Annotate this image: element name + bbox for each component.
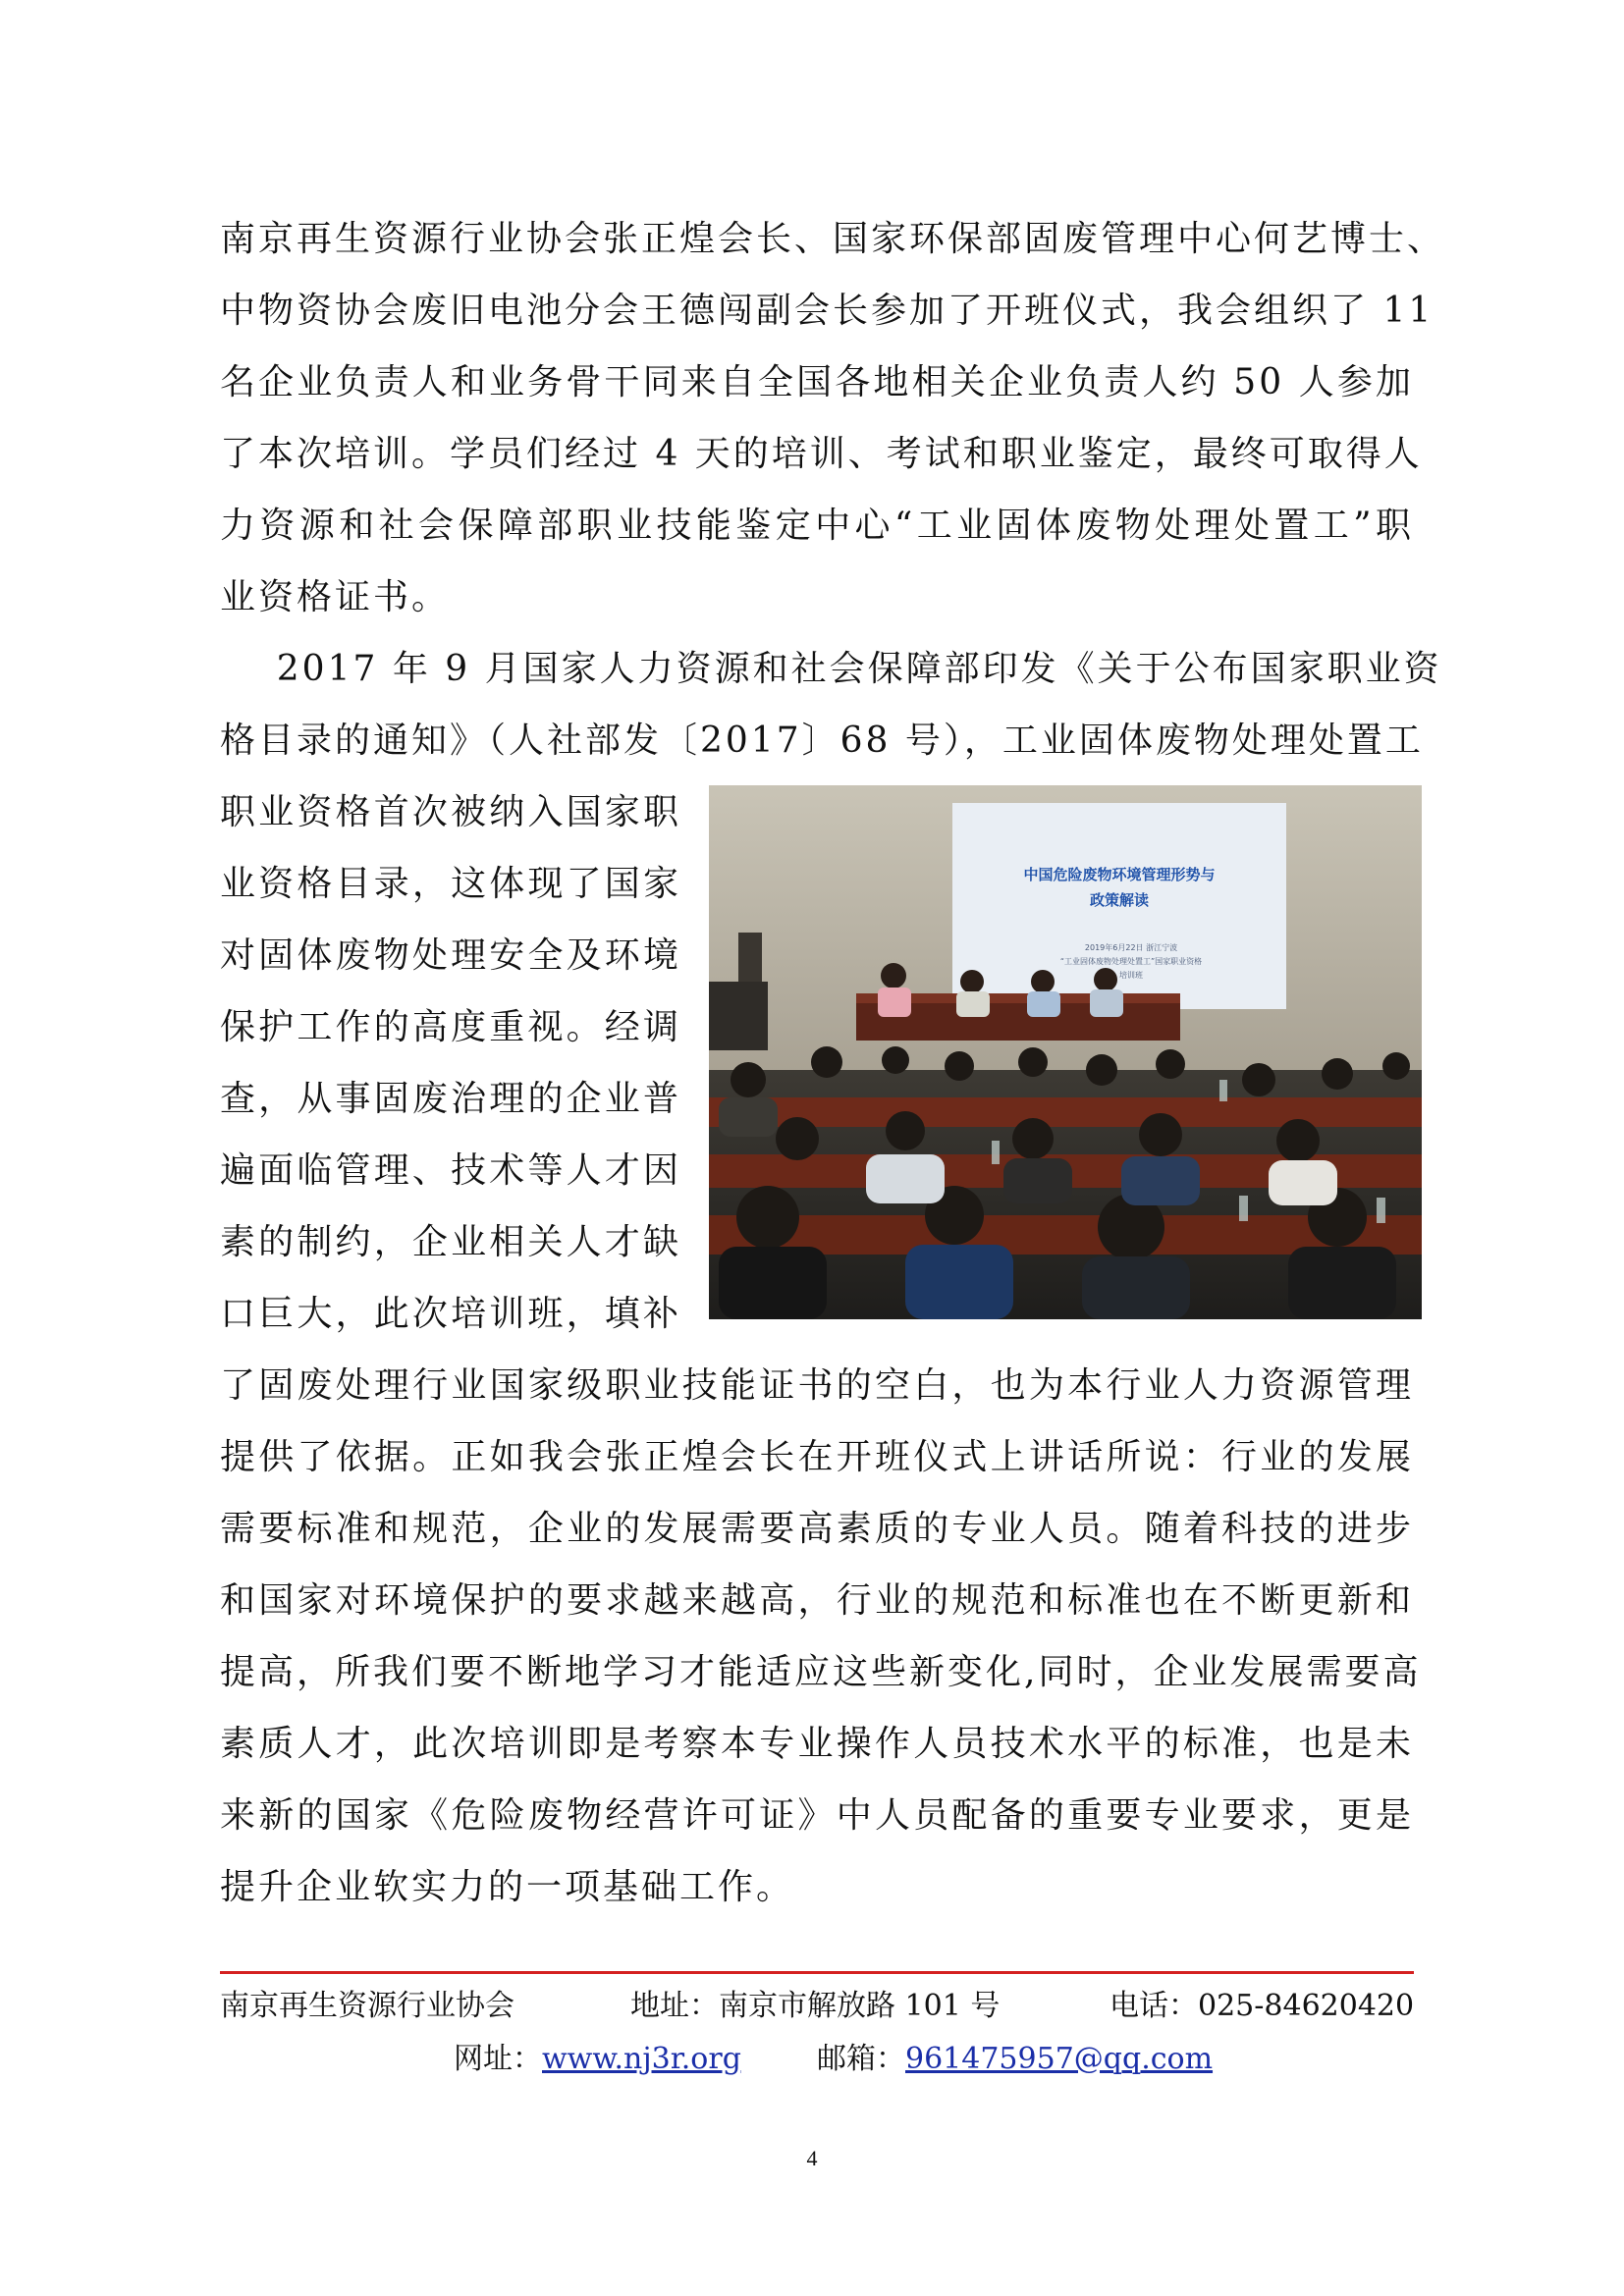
wrap-line-1: 职业资格首次被纳入国家职 — [220, 792, 681, 832]
screen-line-1: 2019年6月22日 浙江宁波 — [1084, 943, 1178, 952]
tail-line-8: 提升企业软实力的一项基础工作。 — [220, 1867, 795, 1907]
email-link[interactable]: 961475957@qq.com — [905, 2042, 1214, 2076]
screen-title-1: 中国危险废物环境管理形势与 — [1023, 866, 1216, 883]
footer-divider — [220, 1971, 1414, 1974]
footer-website-label: 网址： — [454, 2042, 542, 2076]
training-session-photo — [709, 785, 1422, 1319]
screen-line-2: “工业固体废物处理处置工”国家职业资格 — [1059, 957, 1203, 966]
screen-title-2: 政策解读 — [1089, 891, 1150, 909]
wrap-line-5: 查，从事固废治理的企业普 — [220, 1079, 681, 1119]
footer-address-value: 南京市解放路 101 号 — [719, 1989, 1001, 2023]
page-number: 4 — [806, 2146, 818, 2170]
wrap-line-4: 保护工作的高度重视。经调 — [220, 1007, 681, 1047]
wrap-line-7: 素的制约，企业相关人才缺 — [220, 1222, 681, 1262]
para1-line-1: 南京再生资源行业协会张正煌会长、国家环保部固废管理中心何艺博士、 — [220, 219, 1446, 259]
para1-line-4: 了本次培训。学员们经过 4 天的培训、考试和职业鉴定，最终可取得人 — [220, 434, 1423, 474]
wrap-line-8: 口巨大，此次培训班，填补 — [220, 1294, 681, 1334]
photo-illustration — [709, 785, 1422, 1319]
tail-line-6: 素质人才，此次培训即是考察本专业操作人员技术水平的标准，也是未 — [220, 1724, 1414, 1764]
wrap-line-6: 遍面临管理、技术等人才因 — [220, 1150, 681, 1191]
footer-org: 南京再生资源行业协会 — [220, 1989, 514, 2023]
tail-line-5: 提高，所我们要不断地学习才能适应这些新变化,同时，企业发展需要高 — [220, 1652, 1422, 1692]
footer-address-label: 地址： — [630, 1989, 719, 2023]
footer-email-label: 邮箱： — [817, 2042, 905, 2076]
para1-line-6: 业资格证书。 — [220, 577, 451, 617]
para1-line-2: 中物资协会废旧电池分会王德闯副会长参加了开班仪式，我会组织了 11 — [220, 291, 1435, 331]
tail-line-4: 和国家对环境保护的要求越来越高，行业的规范和标准也在不断更新和 — [220, 1580, 1414, 1621]
tail-line-2: 提供了依据。正如我会张正煌会长在开班仪式上讲话所说：行业的发展 — [220, 1437, 1414, 1477]
tail-line-7: 来新的国家《危险废物经营许可证》中人员配备的重要专业要求，更是 — [220, 1795, 1414, 1836]
footer-phone-label: 电话： — [1110, 1989, 1198, 2023]
footer-phone — [1110, 1987, 1414, 2026]
footer-email — [817, 2040, 1213, 2079]
tail-line-1: 了固废处理行业国家级职业技能证书的空白，也为本行业人力资源管理 — [220, 1365, 1414, 1406]
para2-line-1: 2017 年 9 月国家人力资源和社会保障部印发《关于公布国家职业资 — [220, 649, 1442, 689]
wrap-line-2: 业资格目录，这体现了国家 — [220, 864, 681, 904]
footer-address — [630, 1987, 1000, 2026]
para1-line-3: 名企业负责人和业务骨干同来自全国各地相关企业负责人约 50 人参加 — [220, 362, 1414, 402]
screen-line-3: 培训班 — [1119, 971, 1143, 980]
tail-line-3: 需要标准和规范，企业的发展需要高素质的专业人员。随着科技的进步 — [220, 1509, 1414, 1549]
para2-line-2: 格目录的通知》（人社部发〔2017〕68 号），工业固体废物处理处置工 — [220, 721, 1424, 761]
para1-line-5: 力资源和社会保障部职业技能鉴定中心“工业固体废物处理处置工”职 — [220, 506, 1414, 546]
website-link[interactable]: www.nj3r.org — [542, 2042, 741, 2076]
footer-phone-value: 025-84620420 — [1198, 1989, 1415, 2023]
wrap-line-3: 对固体废物处理安全及环境 — [220, 935, 681, 976]
footer-website — [454, 2040, 741, 2079]
